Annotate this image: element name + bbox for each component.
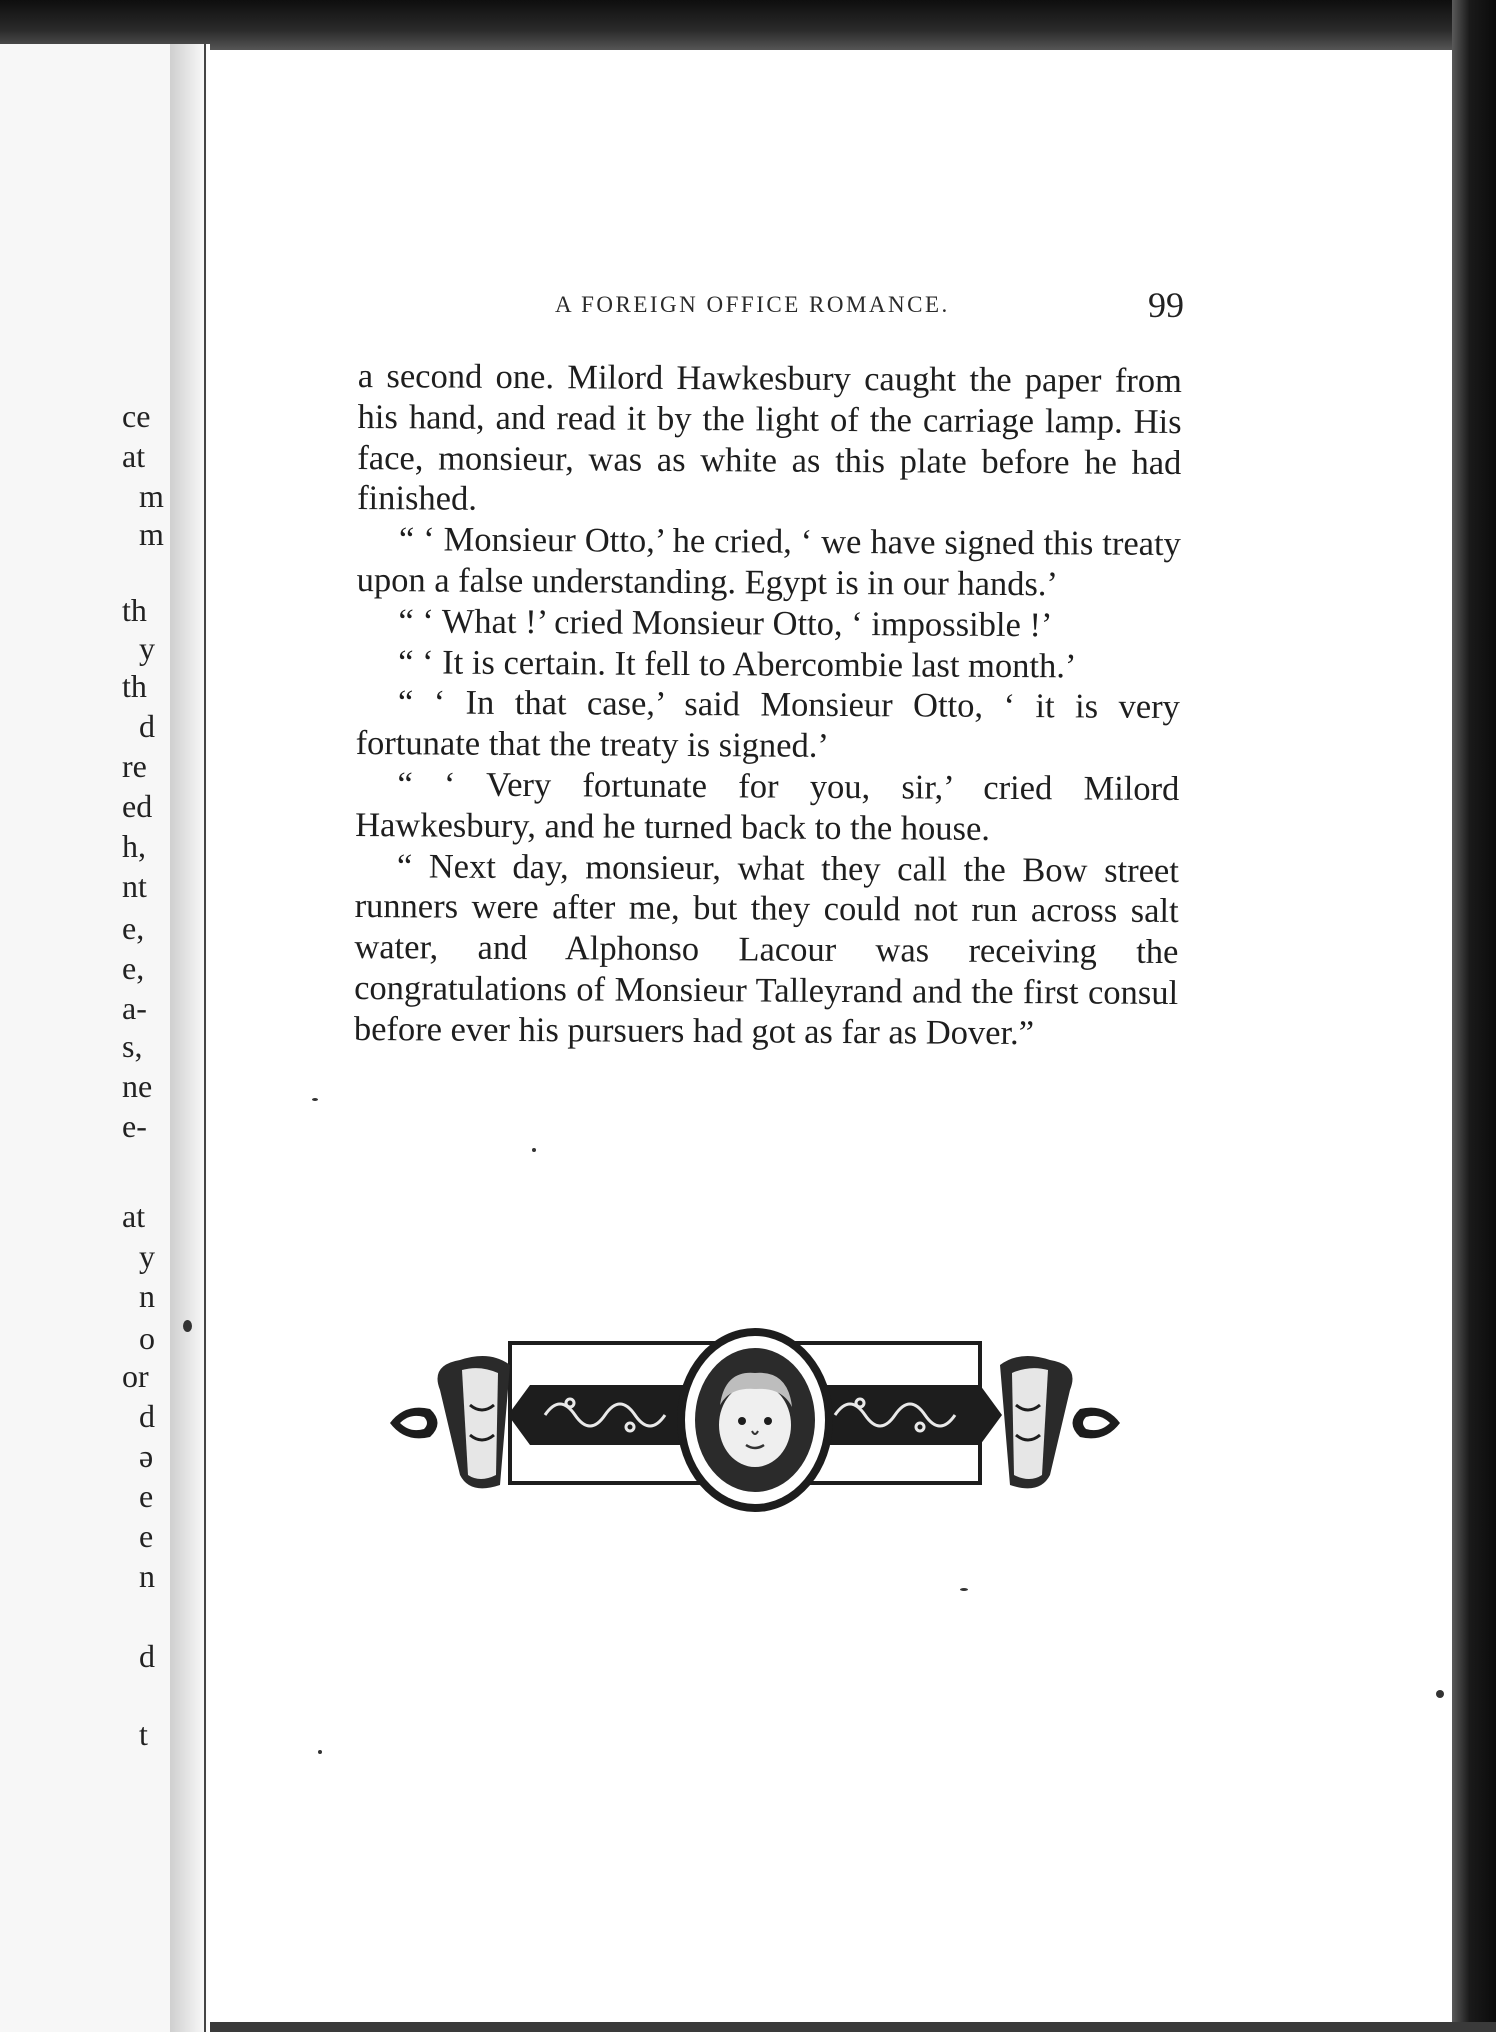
pearl-dot [783, 1483, 792, 1492]
pearl-dot [803, 1370, 812, 1379]
previous-page-fragment: h, [122, 828, 146, 864]
previous-page-fragment: e- [122, 1108, 147, 1144]
body-text [354, 356, 1182, 1055]
pearl-dot [707, 1474, 716, 1483]
pearl-dot [757, 1493, 766, 1502]
previous-page-fragment: d [139, 708, 155, 744]
running-head: A FOREIGN OFFICE ROMANCE. [555, 292, 950, 317]
pearl-dot [687, 1399, 696, 1408]
pearl-dot [810, 1384, 819, 1393]
paragraph: “ ‘ What !’ cried Monsieur Otto, ‘ impossible !’ [398, 602, 1053, 645]
previous-page-fragment: n [139, 1558, 155, 1594]
previous-page-fragment: ed [122, 788, 153, 824]
pearl-dot [687, 1432, 696, 1441]
paragraph: “ Next day, monsieur, what they call the Bow street runners were after me, but they could not run across salt water, and Alphonso Lacour was receiving the congratulations of Monsieur Talleyrand and the first consul before ever his pursuers had got as far as Dover.” [353, 846, 1179, 1052]
previous-page-fragment: m [139, 516, 164, 552]
ornament-band-right [820, 1385, 1002, 1445]
previous-page-fragment: or [122, 1358, 149, 1394]
previous-page-text-fragments [0, 44, 170, 2032]
previous-page-fragment: re [122, 748, 147, 784]
pearl-dot [686, 1416, 695, 1425]
scanner-bottom-edge [0, 2022, 1496, 2032]
gutter-line [204, 44, 206, 2032]
right-scroll-icon [1000, 1356, 1120, 1488]
pearl-dot [803, 1461, 812, 1470]
previous-page-fragment: e [139, 1478, 154, 1514]
cherub-medallion-icon [677, 1328, 833, 1512]
previous-page-fragment: y [139, 630, 155, 666]
ornament-band-left [508, 1385, 690, 1445]
previous-page-fragment: o [139, 1320, 155, 1356]
scan-speck [318, 1750, 322, 1754]
paragraph: “ ‘ Monsieur Otto,’ he cried, ‘ we have signed this treaty upon a false understanding. Egypt is in our hands.’ [356, 520, 1181, 604]
pearl-dot [698, 1461, 707, 1470]
scan-speck [960, 1588, 968, 1591]
previous-page-fragment: e, [122, 910, 145, 946]
paragraph: a second one. Milord Hawkesbury caught the paper from his hand, and read it by the light of the carriage lamp. His face, monsieur, was as white as this plate before he had finished. [357, 356, 1182, 519]
previous-page-fragment: a- [122, 990, 147, 1026]
previous-page-fragment: e [139, 1518, 154, 1554]
previous-page-fragment: ce [122, 398, 151, 434]
pearl-dot [816, 1416, 825, 1425]
previous-page-fragment: y [139, 1238, 155, 1274]
previous-page-fragment: ə [139, 1438, 154, 1474]
previous-page-fragment: d [139, 1398, 155, 1434]
previous-page-fragment: nt [122, 868, 147, 904]
pearl-dot [794, 1474, 803, 1483]
pearl-dot [718, 1348, 727, 1357]
pearl-dot [691, 1384, 700, 1393]
pearl-dot [691, 1447, 700, 1456]
previous-page-fragment: s, [122, 1028, 143, 1064]
pearl-dot [730, 1490, 739, 1499]
pearl-dot [757, 1338, 766, 1347]
pearl-dot [794, 1358, 803, 1367]
pearl-dot [707, 1358, 716, 1367]
pearl-dot [730, 1341, 739, 1350]
scan-speck [532, 1148, 536, 1152]
pearl-dot [771, 1341, 780, 1350]
scan-speck [183, 1320, 192, 1332]
previous-page-fragment: d [139, 1638, 155, 1674]
tailpiece-ornament [390, 1325, 1120, 1525]
pearl-dot [744, 1493, 753, 1502]
previous-page-fragment: n [139, 1278, 155, 1314]
scanner-top-edge [0, 0, 1496, 50]
scanner-right-edge [1452, 0, 1496, 2032]
scan-speck [1436, 1690, 1444, 1698]
left-scroll-icon [390, 1356, 510, 1488]
pearl-dot [810, 1447, 819, 1456]
scan-speck [312, 1098, 318, 1101]
previous-page-fragment: t [139, 1716, 148, 1752]
previous-page-fragment: th [122, 668, 147, 704]
paragraph: “ ‘ It is certain. It fell to Abercombie last month.’ [398, 642, 1077, 685]
pearl-dot [814, 1432, 823, 1441]
previous-page-fragment: at [122, 1198, 146, 1234]
previous-page-sliver [0, 44, 173, 2032]
pearl-dot [698, 1370, 707, 1379]
previous-page-fragment: at [122, 438, 146, 474]
previous-page-fragment: m [139, 478, 164, 514]
paragraph: “ ‘ Very fortunate for you, sir,’ cried Milord Hawkesbury, and he turned back to the house. [355, 765, 1180, 848]
paragraph: “ ‘ In that case,’ said Monsieur Otto, ‘ it is very fortunate that the treaty is signed.’ [355, 683, 1180, 766]
pearl-dot [744, 1338, 753, 1347]
previous-page-fragment: th [122, 592, 147, 628]
pearl-dot [718, 1483, 727, 1492]
previous-page-fragment: ne [122, 1068, 153, 1104]
pearl-dot [814, 1399, 823, 1408]
pearl-dot [771, 1490, 780, 1499]
previous-page-fragment: e, [122, 950, 145, 986]
pearl-dot [783, 1348, 792, 1357]
page-number: 99 [1148, 285, 1184, 325]
